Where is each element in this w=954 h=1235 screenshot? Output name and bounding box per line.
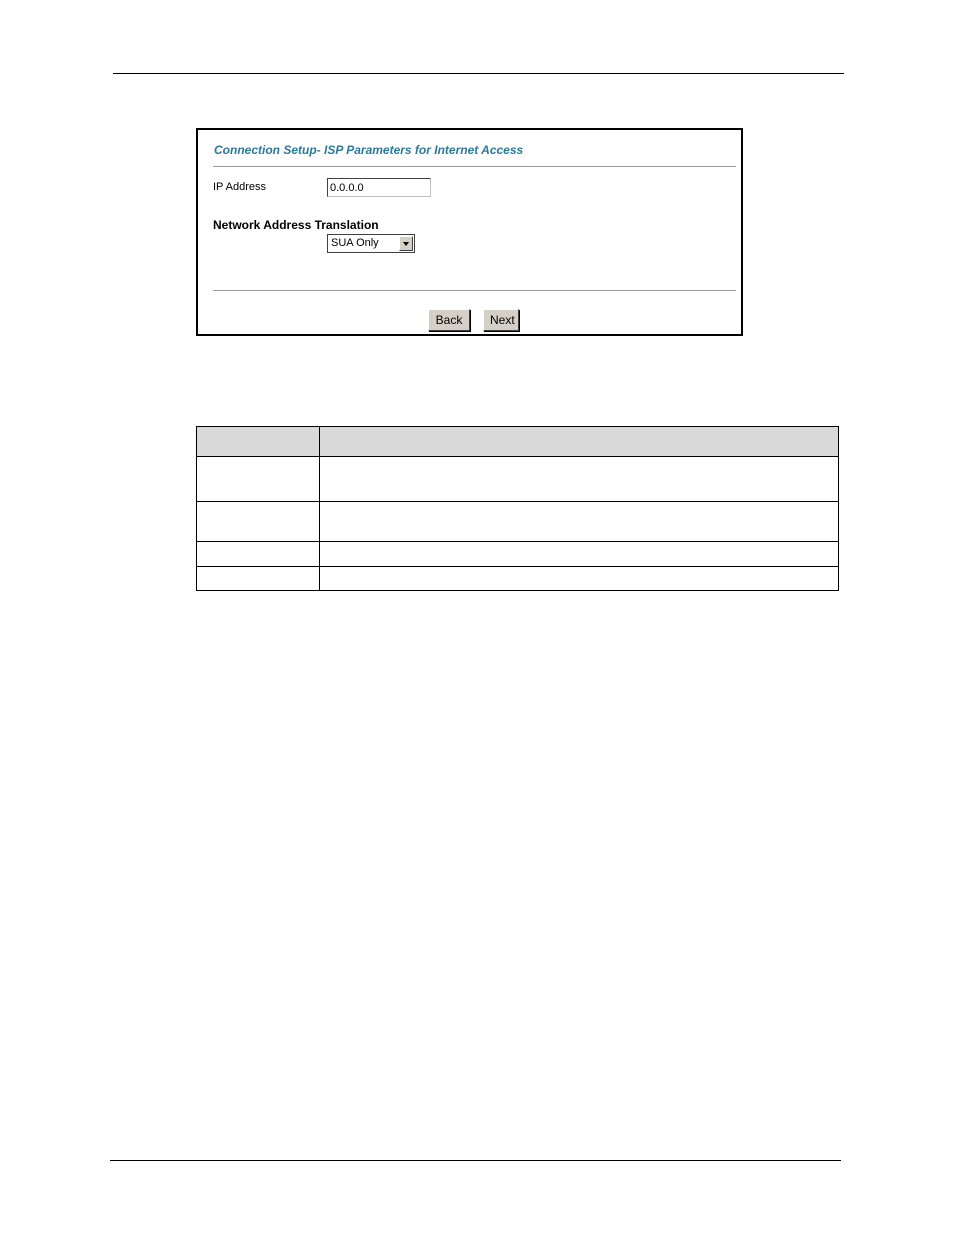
table-cell [320,542,839,567]
table-cell [197,502,320,542]
table-cell [197,567,320,591]
nat-selected-value: SUA Only [331,237,379,249]
screen-title: Connection Setup- ISP Parameters for Internet Access [214,143,524,157]
description-table [196,426,839,591]
table-header-description [320,427,839,457]
table-cell [197,542,320,567]
ip-address-input[interactable] [327,178,431,197]
next-button[interactable]: Next [483,309,519,331]
title-divider [213,166,736,168]
table-cell [320,457,839,502]
button-divider [213,290,736,292]
table-row [197,567,839,591]
table-row [197,457,839,502]
table-cell [320,567,839,591]
connection-setup-screenshot [196,128,743,336]
page-header-rule [113,73,844,74]
nat-label: Network Address Translation [213,218,379,232]
table-header-row [197,427,839,457]
table-cell [320,502,839,542]
back-button[interactable]: Back [428,309,470,331]
table-row [197,502,839,542]
table-cell [197,457,320,502]
table-header-label [197,427,320,457]
chevron-down-icon[interactable] [399,236,413,251]
page-footer-rule [110,1160,841,1161]
table-row [197,542,839,567]
ip-address-label: IP Address [213,181,266,193]
nat-select[interactable] [327,234,415,253]
